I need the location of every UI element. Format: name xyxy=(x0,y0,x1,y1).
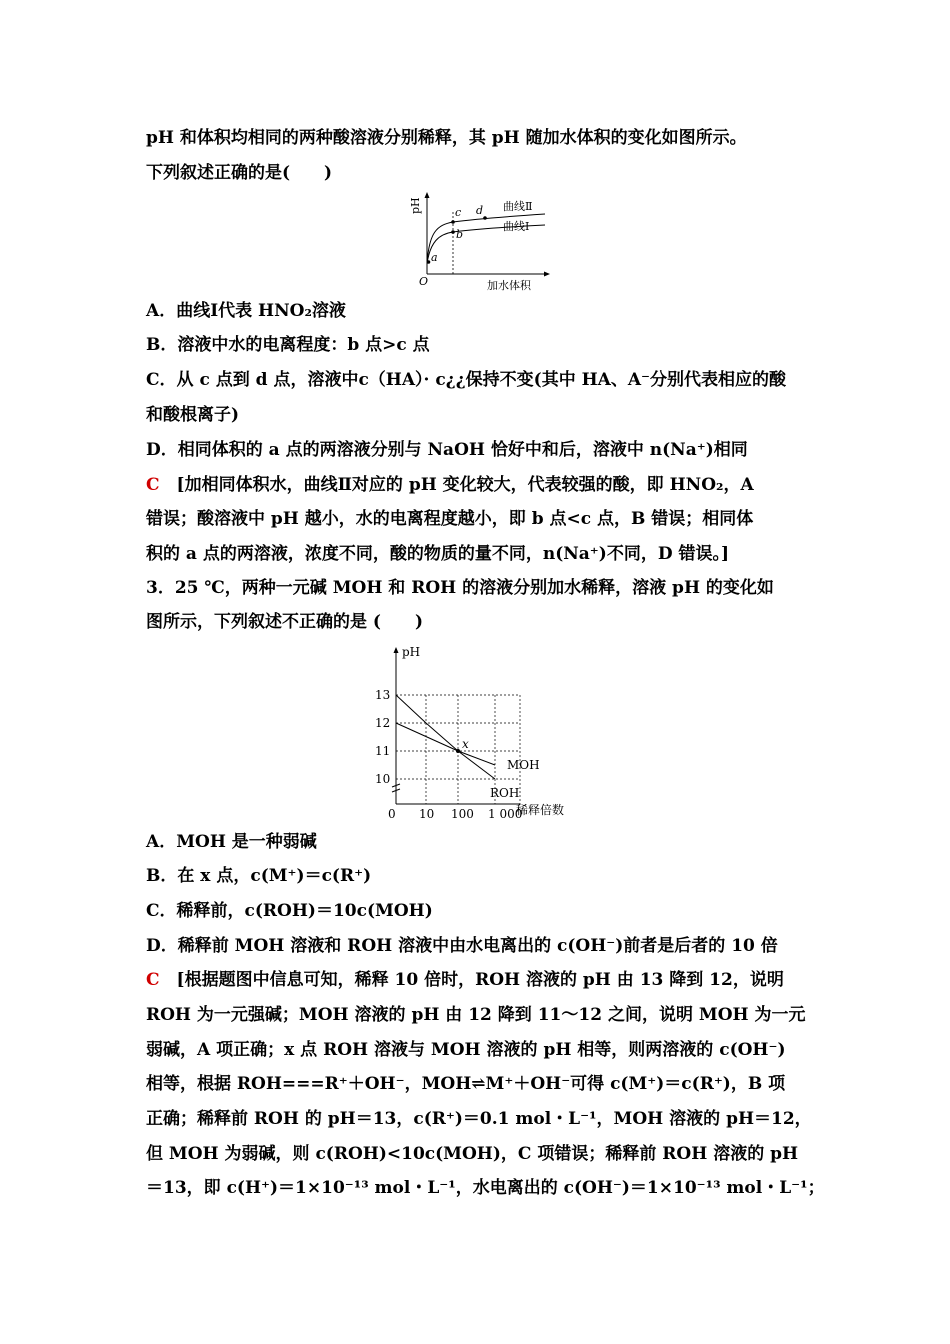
q3-explanation-line-6: 但 MOH 为弱碱，则 c(ROH)<10c(MOH)，C 项错误；稀释前 ROH 溶液的 pH xyxy=(146,1144,799,1164)
q3-xtick-label: 10 xyxy=(419,807,435,819)
q3-chart-ylabel: pH xyxy=(402,645,421,659)
q3-option-d: D．稀释前 MOH 溶液和 ROH 溶液中由水电离出的 c(OH⁻)前者是后者的 10 倍 xyxy=(146,936,778,956)
q3-explanation-line-1 xyxy=(146,969,810,991)
q2-option-c-line-1: C．从 c 点到 d 点，溶液中c（HA）· c¿¿保持不变(其中 HA、A⁻分别代表相应的酸 xyxy=(146,370,787,390)
q3-ytick-label: 12 xyxy=(375,716,391,730)
q2-fig-point-d: d xyxy=(476,204,484,217)
q2-option-b: B．溶液中水的电离程度：b 点>c 点 xyxy=(146,335,430,355)
q2-explanation-line-2: 错误；酸溶液中 pH 越小，水的电离程度越小，即 b 点<c 点，B 错误；相同体 xyxy=(146,509,754,529)
q3-explanation-line-7: ＝13，即 c(H⁺)＝1×10⁻¹³ mol・L⁻¹，水电离出的 c(OH⁻)＝1×10⁻¹³ mol・L⁻¹； xyxy=(146,1178,825,1198)
q3-explanation-line-3: 弱碱，A 项正确；x 点 ROH 溶液与 MOH 溶液的 pH 相等，则两溶液的 c(OH⁻) xyxy=(146,1040,786,1060)
q3-ytick-label: 13 xyxy=(375,688,391,702)
q2-explanation-line-3: 积的 a 点的两溶液，浓度不同，酸的物质的量不同，n(Na⁺)不同，D 错误。] xyxy=(146,544,730,564)
q3-explanation-line-4: 相等，根据 ROH===R⁺＋OH⁻，MOH⇌M⁺＋OH⁻可得 c(M⁺)＝c(R⁺)，B 项 xyxy=(146,1074,786,1094)
q3-ytick-label: 10 xyxy=(375,772,391,786)
q3-explanation-text-1: [根据题图中信息可知，稀释 10 倍时，ROH 溶液的 pH 由 13 降到 12，说明 xyxy=(176,970,784,990)
q3-answer: C xyxy=(146,970,160,990)
q2-fig-curve2-label: 曲线Ⅱ xyxy=(503,200,533,213)
q2-explanation-text-1: [加相同体积水，曲线Ⅱ对应的 pH 变化较大，代表较强的酸，即 HNO₂，A xyxy=(176,475,754,495)
q3-chart xyxy=(370,644,580,819)
q2-fig-ylabel: pH xyxy=(409,197,422,214)
q3-explanation-line-5: 正确；稀释前 ROH 的 pH＝13，c(R⁺)＝0.1 mol・L⁻¹，MOH 溶液的 pH＝12， xyxy=(146,1109,812,1129)
q2-option-a: A．曲线Ⅰ代表 HNO₂溶液 xyxy=(146,301,346,321)
q2-fig-point-c: c xyxy=(455,206,462,219)
q2-fig-point-b: b xyxy=(456,228,464,241)
q3-intersection-label: x xyxy=(462,737,469,751)
q2-explanation-line-1 xyxy=(146,474,810,496)
q2-fig-origin: O xyxy=(419,275,429,288)
q3-series-label-roh: ROH xyxy=(490,786,520,800)
q2-option-d: D．相同体积的 a 点的两溶液分别与 NaOH 恰好中和后，溶液中 n(Na⁺)相同 xyxy=(146,440,748,460)
q2-fig-point-a: a xyxy=(431,251,438,264)
q3-option-c: C．稀释前，c(ROH)＝10c(MOH) xyxy=(146,901,433,921)
q2-stem-line-2: 下列叙述正确的是( ) xyxy=(146,163,333,183)
q3-chart-xlabel: 稀释倍数 xyxy=(516,803,565,817)
q3-intersection-point xyxy=(456,749,460,753)
q3-ytick-label: 11 xyxy=(375,744,391,758)
q2-answer: C xyxy=(146,475,160,495)
q2-fig-curve1-label: 曲线Ⅰ xyxy=(503,220,530,233)
q3-series-roh xyxy=(396,695,495,779)
q3-xtick-label: 0 xyxy=(388,807,396,819)
q3-explanation-line-2: ROH 为一元强碱；MOH 溶液的 pH 由 12 降到 11～12 之间，说明 MOH 为一元 xyxy=(146,1005,806,1025)
q3-stem-line-2: 图所示，下列叙述不正确的是 ( ) xyxy=(146,612,424,632)
q2-fig-xlabel: 加水体积 xyxy=(487,279,531,292)
q3-stem-line-1: 3．25 ℃，两种一元碱 MOH 和 ROH 的溶液分别加水稀释，溶液 pH 的变化如 xyxy=(146,578,774,598)
q3-option-b: B．在 x 点，c(M⁺)＝c(R⁺) xyxy=(146,866,372,886)
q3-series-moh xyxy=(396,723,495,765)
q3-xtick-label: 100 xyxy=(451,807,474,819)
q2-stem-line-1: pH 和体积均相同的两种酸溶液分别稀释，其 pH 随加水体积的变化如图所示。 xyxy=(146,128,747,148)
q3-series-label-moh: MOH xyxy=(507,758,540,772)
q2-option-c-line-2: 和酸根离子) xyxy=(146,405,240,425)
q2-figure xyxy=(405,192,555,292)
q3-xtick-label: 1 000 xyxy=(488,807,523,819)
q3-option-a: A．MOH 是一种弱碱 xyxy=(146,832,317,852)
